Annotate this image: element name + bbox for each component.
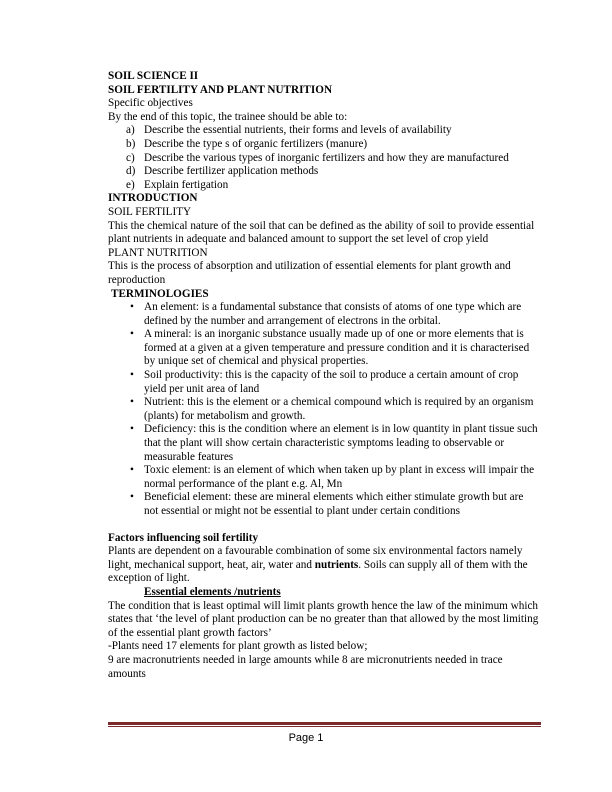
blank-line: [108, 519, 540, 532]
factors-text-start: Plants are dependent on a favourable combination of some six environmental factors namely light, mechanical support, heat, air, water and: [108, 545, 523, 571]
factors-text-emphasis: nutrients: [314, 558, 359, 571]
terminologies-heading: TERMINOLOGIES: [111, 287, 209, 300]
term-text: Beneficial element: these are mineral elements which either stimulate growth but are not essential or might not be essential to plant under certain conditions: [144, 491, 524, 517]
factors-text-end: . Soils can supply all of them with the exception of light.: [108, 558, 528, 585]
bullet-icon: •: [130, 464, 134, 477]
objective-item: [126, 165, 540, 179]
page-number: Page 1: [288, 732, 324, 744]
factors-paragraph: [108, 545, 540, 586]
objective-marker: a): [126, 124, 135, 137]
soil-fertility-heading: SOIL FERTILITY: [108, 205, 192, 218]
page-content: [108, 70, 540, 681]
terminologies-list: [108, 301, 540, 519]
bullet-icon: •: [130, 369, 134, 382]
plant-nutrition-heading: PLANT NUTRITION: [108, 246, 208, 259]
macro-micro-line: 9 are macronutrients needed in large amounts while 8 are micronutrients needed in trace amounts: [108, 653, 503, 680]
objective-text: Describe fertilizer application methods: [144, 165, 319, 178]
bullet-icon: •: [130, 423, 134, 436]
doc-title-topic: SOIL FERTILITY AND PLANT NUTRITION: [108, 83, 333, 96]
bullet-icon: •: [130, 301, 134, 314]
term-item: [130, 464, 540, 491]
bullet-icon: •: [130, 396, 134, 409]
soil-fertility-paragraph: This the chemical nature of the soil that can be defined as the ability of soil to provide essential plant nutrients in adequate and balanced amount to support the set level of crop yield: [108, 219, 535, 246]
bullet-icon: •: [130, 491, 134, 504]
objective-marker: e): [126, 178, 135, 191]
objective-text: Describe the type s of organic fertilizers (manure): [144, 137, 368, 150]
term-text: An element: is a fundamental substance that consists of atoms of one type which are defined by the number and arrangement of electrons in the orbital.: [144, 301, 522, 327]
term-item: [130, 301, 540, 328]
objective-marker: c): [126, 151, 135, 164]
objective-text: Explain fertigation: [144, 178, 229, 191]
doc-title-course: SOIL SCIENCE II: [108, 70, 199, 82]
objective-item: [126, 137, 540, 152]
footer-rule-thin: [108, 726, 541, 727]
term-text: Soil productivity: this is the capacity of the soil to produce a certain amount of crop yield per unit area of land: [144, 369, 519, 395]
introduction-heading: INTRODUCTION: [108, 192, 198, 205]
term-item: [130, 369, 540, 396]
term-text: Deficiency: this is the condition where an element is in low quantity in plant tissue such that the plant will show certain characteristic symptoms leading to observable or measurable features: [144, 423, 538, 463]
term-item: [130, 328, 540, 369]
essential-elements-paragraph: The condition that is least optimal will limit plants growth hence the law of the minimum which states that ‘the level of plant production can be no greater than that allowed by the most limiting of the essential plant growth factors’: [108, 599, 539, 639]
footer-rule-thick: [108, 722, 541, 725]
bullet-icon: •: [130, 328, 134, 341]
essential-elements-heading: Essential elements /nutrients: [144, 585, 281, 598]
objective-marker: b): [126, 137, 136, 150]
plant-nutrition-paragraph: This is the process of absorption and utilization of essential elements for plant growth and reproduction: [108, 260, 511, 286]
term-text: A mineral: is an inorganic substance usually made up of one or more elements that is formed at a given at a given temperature and pressure condition and it is characterised by unique set of chemical and physical properties.: [144, 328, 530, 368]
term-item: [130, 423, 540, 464]
objectives-intro: By the end of this topic, the trainee should be able to:: [108, 110, 348, 123]
term-item: [130, 491, 540, 518]
objective-text: Describe the essential nutrients, their forms and levels of availability: [144, 124, 452, 137]
term-text: Nutrient: this is the element or a chemical compound which is required by an organism (plants) for metabolism and growth.: [144, 396, 534, 422]
objective-marker: d): [126, 165, 136, 178]
term-text: Toxic element: is an element of which when taken up by plant in excess will impair the normal performance of the plant e.g. Al, Mn: [144, 464, 535, 490]
objective-item: [126, 151, 540, 166]
plants-need-line: -Plants need 17 elements for plant growth as listed below;: [108, 640, 368, 653]
objectives-list: [108, 124, 540, 192]
specific-objectives-label: Specific objectives: [108, 97, 193, 110]
objective-item: [126, 178, 540, 193]
objective-text: Describe the various types of inorganic fertilizers and how they are manufactured: [144, 151, 509, 164]
objective-item: [126, 124, 540, 138]
factors-heading: Factors influencing soil fertility: [108, 531, 259, 544]
term-item: [130, 396, 540, 423]
